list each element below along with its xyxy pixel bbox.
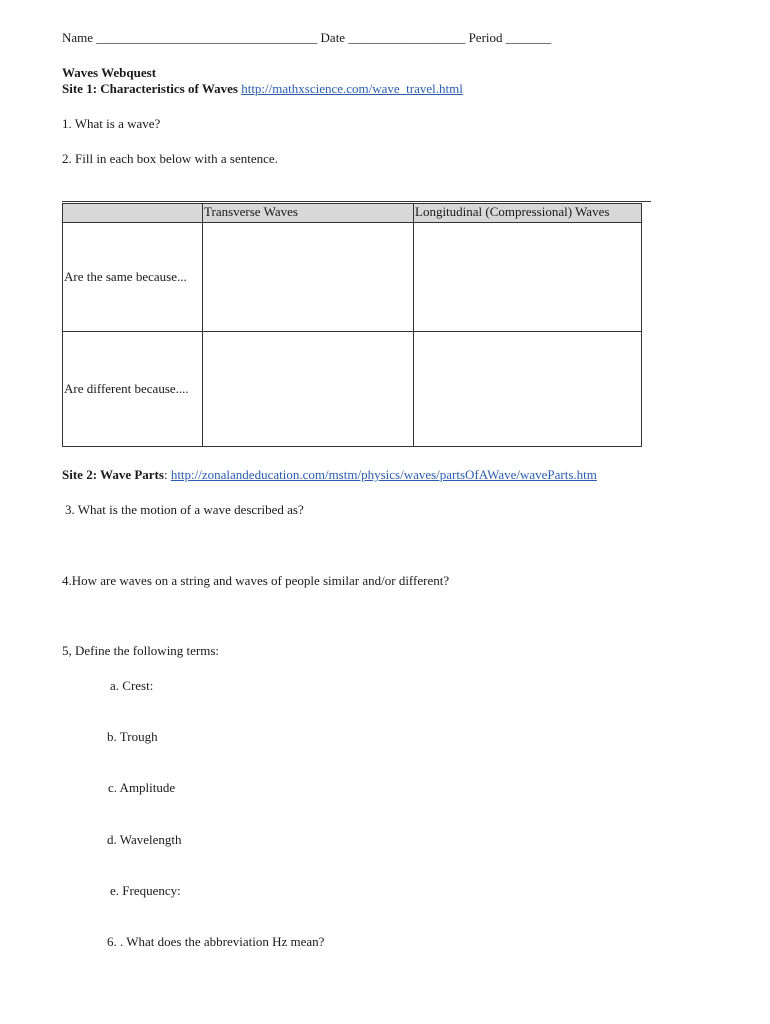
question-3: 3. What is the motion of a wave described as? [65, 502, 304, 517]
row-label-different: Are different because.... [63, 332, 203, 447]
site2-label: Site 2: Wave Parts [62, 467, 164, 482]
table-header-empty [63, 204, 203, 223]
question-6: 6. . What does the abbreviation Hz mean? [107, 934, 325, 949]
site2-separator: : [163, 467, 171, 482]
term-frequency: e. Frequency: [110, 883, 181, 898]
site2-heading [62, 467, 597, 483]
answer-cell-same-longitudinal[interactable] [414, 223, 642, 332]
table-header-row [63, 204, 642, 223]
question-5: 5, Define the following terms: [62, 643, 220, 658]
row-label-same: Are the same because... [63, 223, 203, 332]
answer-cell-same-transverse[interactable] [203, 223, 414, 332]
term-trough: b. Trough [107, 729, 158, 744]
answer-cell-different-transverse[interactable] [203, 332, 414, 447]
student-info-header: Name __________________________________ Date __________________ Period _______ [62, 30, 552, 45]
site1-link[interactable]: http://mathxscience.com/wave_travel.html [241, 81, 463, 96]
wave-comparison-table [62, 203, 642, 447]
worksheet-title: Waves Webquest [62, 65, 157, 80]
site1-heading [62, 81, 463, 97]
site2-link[interactable]: http://zonalandeducation.com/mstm/physics/waves/partsOfAWave/waveParts.htm [170, 467, 597, 482]
term-amplitude: c. Amplitude [108, 780, 176, 795]
table-row [63, 223, 642, 332]
table-row [63, 332, 642, 447]
site1-label: Site 1: Characteristics of Waves [62, 81, 238, 96]
table-header-transverse: Transverse Waves [203, 204, 414, 223]
question-1: 1. What is a wave? [62, 116, 161, 131]
term-wavelength: d. Wavelength [107, 832, 182, 847]
table-top-rule [62, 201, 651, 202]
term-crest: a. Crest: [110, 678, 154, 693]
answer-cell-different-longitudinal[interactable] [414, 332, 642, 447]
question-4: 4.How are waves on a string and waves of people similar and/or different? [62, 573, 450, 588]
table-header-longitudinal: Longitudinal (Compressional) Waves [414, 204, 642, 223]
question-2: 2. Fill in each box below with a sentence. [62, 151, 278, 166]
